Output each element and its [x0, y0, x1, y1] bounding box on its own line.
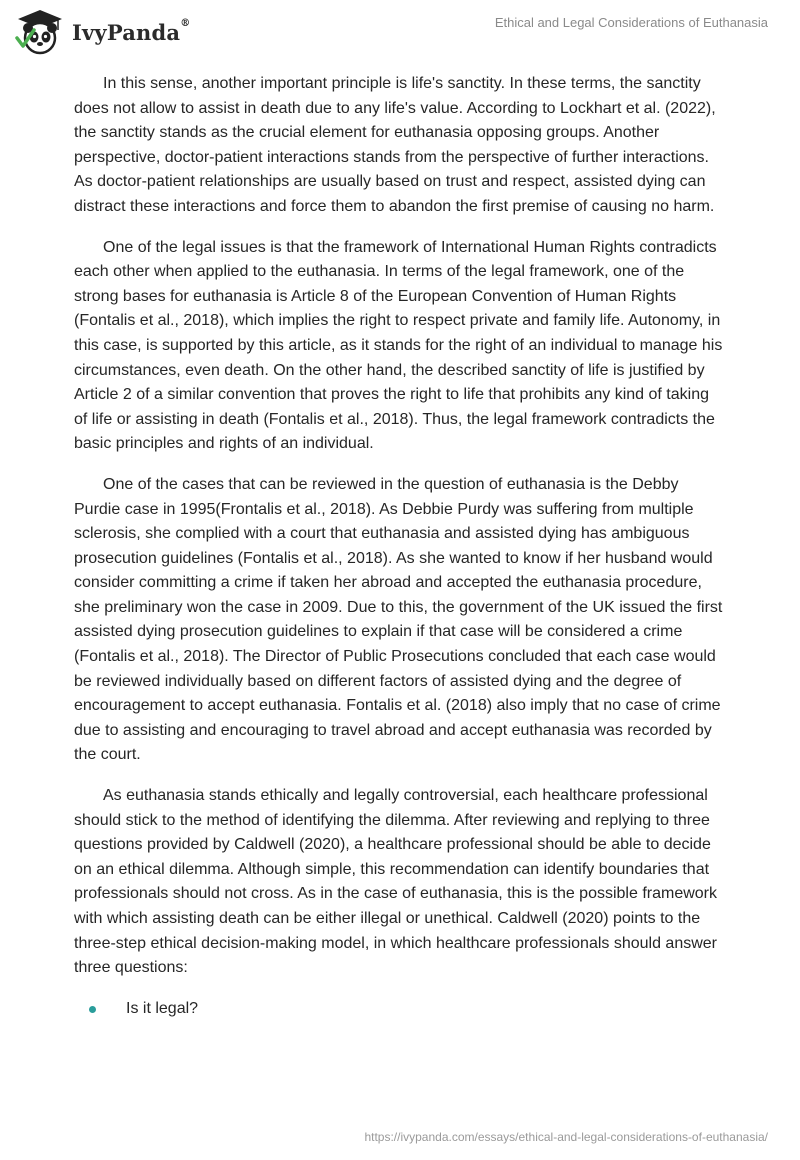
- essay-body: [74, 72, 726, 1021]
- question-list: [74, 997, 726, 1022]
- panda-graduation-cap-icon: [14, 8, 66, 56]
- brand-name: IvyPanda®: [72, 17, 191, 45]
- page-header: [0, 0, 800, 64]
- source-url[interactable]: https://ivypanda.com/essays/ethical-and-legal-considerations-of-euthanasia/: [364, 1130, 768, 1144]
- bullet-dot-icon: [89, 1006, 96, 1013]
- paragraph: One of the cases that can be reviewed in the question of euthanasia is the Debby Purdie case in 1995(Frontalis et al., 2018). As Debbie Purdy was suffering from multiple sclerosis, she complied with a court that euthanasia and assisted dying has ambiguous prosecution guidelines (Fontalis et al., 2018). As she wanted to know if her husband would consider committing a crime if taken her abroad and accepted the euthanasia procedure, she preliminary won the case in 2009. Due to this, the government of the UK issued the first assisted dying prosecution guidelines to explain if that case will be considered a crime (Fontalis et al., 2018). The Director of Public Prosecutions concluded that each case would be reviewed individually based on different factors of assisted dying and the degree of encouragement to accept euthanasia. Fontalis et al. (2018) also imply that no case of crime due to assisting and encouraging to travel abroad and accept euthanasia was recorded by the court.: [74, 475, 723, 764]
- paragraph: In this sense, another important principle is life's sanctity. In these terms, the sanctity does not allow to assist in death due to any life's value. According to Lockhart et al. (2022), the sanctity stands as the crucial element for euthanasia opposing groups. Another perspective, doctor-patient interactions stands from the perspective of further interactions. As doctor-patient relationships are usually based on trust and respect, assisted dying can distract these interactions and force them to abandon the first premise of causing no harm.: [74, 75, 716, 215]
- brand-logo[interactable]: [14, 8, 190, 56]
- paragraph: As euthanasia stands ethically and legally controversial, each healthcare professional should stick to the method of identifying the dilemma. After reviewing and replying to three questions provided by Caldwell (2020), a healthcare professional should be able to decide on an ethical dilemma. Although simple, this recommendation can identify boundaries that professionals should not cross. As in the case of euthanasia, this is the possible framework with which assisting death can be either illegal or unethical. Caldwell (2020) points to the three-step ethical decision-making model, in which healthcare professionals should answer three questions:: [74, 787, 718, 977]
- paragraph: One of the legal issues is that the framework of International Human Rights contradicts each other when applied to the euthanasia. In terms of the legal framework, one of the strong bases for euthanasia is Article 8 of the European Convention of Human Rights (Fontalis et al., 2018), which implies the right to respect private and family life. Autonomy, in this case, is supported by this article, as it stands for the right of an individual to manage his circumstances, even death. On the other hand, the described sanctity of life is justified by Article 2 of a similar convention that proves the right to life that prohibits any kind of taking of life or assisting in death (Fontalis et al., 2018). Thus, the legal framework contradicts the basic principles and rights of an individual.: [74, 238, 723, 453]
- document-title: Ethical and Legal Considerations of Euthanasia: [494, 15, 768, 30]
- list-item: [74, 997, 726, 1022]
- list-item-text: Is it legal?: [126, 999, 199, 1017]
